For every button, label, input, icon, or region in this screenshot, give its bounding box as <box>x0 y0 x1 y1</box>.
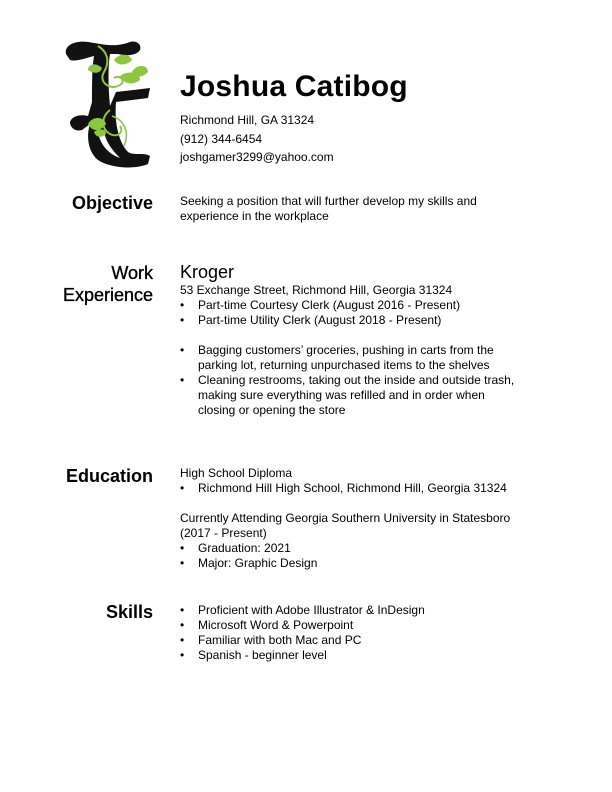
list-item: • Familiar with both Mac and PC <box>180 633 520 648</box>
school-list <box>180 481 520 496</box>
diploma: High School Diploma <box>180 466 293 480</box>
list-item: • Major: Graphic Design <box>180 556 520 571</box>
contact-phone: (912) 344-6454 <box>180 131 263 146</box>
work-heading-line1: Work <box>111 263 153 283</box>
list-item: • Graduation: 2021 <box>180 541 520 556</box>
employer-name: Kroger <box>180 262 235 282</box>
work-heading-line2: Experience <box>62 285 153 305</box>
work-experience-section <box>180 262 520 418</box>
education-section <box>180 466 520 571</box>
objective-heading: Objective <box>71 193 153 213</box>
contact-address: Richmond Hill, GA 31324 <box>180 113 315 127</box>
education-heading: Education <box>65 466 153 486</box>
list-item: • Part-time Courtesy Clerk (August 2016 - Present) <box>180 298 520 313</box>
list-item: • Proficient with Adobe Illustrator & InDesign <box>180 603 520 618</box>
list-item: • Cleaning restrooms, taking out the inside and outside trash, making sure everything was refilled and in order when closing or opening the store <box>180 373 520 418</box>
education-details-list <box>180 541 520 571</box>
objective-section <box>180 194 520 224</box>
duties-list <box>180 343 520 418</box>
employer-address: 53 Exchange Street, Richmond Hill, Georgia 31324 <box>180 283 453 297</box>
applicant-name: Joshua Catibog <box>180 70 408 103</box>
positions-list <box>180 298 520 328</box>
work-experience-heading <box>63 262 153 306</box>
list-item: • Microsoft Word & Powerpoint <box>180 618 520 633</box>
skills-heading: Skills <box>105 602 153 622</box>
list-item: • Part-time Utility Clerk (August 2018 - Present) <box>180 313 520 328</box>
contact-info <box>180 111 334 167</box>
list-item: • Bagging customers’ groceries, pushing in carts from the parking lot, returning unpurchased items to the shelves <box>180 343 520 373</box>
monogram-logo-icon <box>58 36 158 172</box>
list-item: • Richmond Hill High School, Richmond Hill, Georgia 31324 <box>180 481 520 496</box>
current-education: Currently Attending Georgia Southern University in Statesboro (2017 - Present) <box>180 511 511 540</box>
list-item: • Spanish - beginner level <box>180 648 520 663</box>
contact-email[interactable]: joshgamer3299@yahoo.com <box>180 150 334 164</box>
objective-text: Seeking a position that will further develop my skills and experience in the workplace <box>180 194 477 223</box>
skills-list <box>180 603 520 663</box>
skills-section <box>180 603 520 663</box>
